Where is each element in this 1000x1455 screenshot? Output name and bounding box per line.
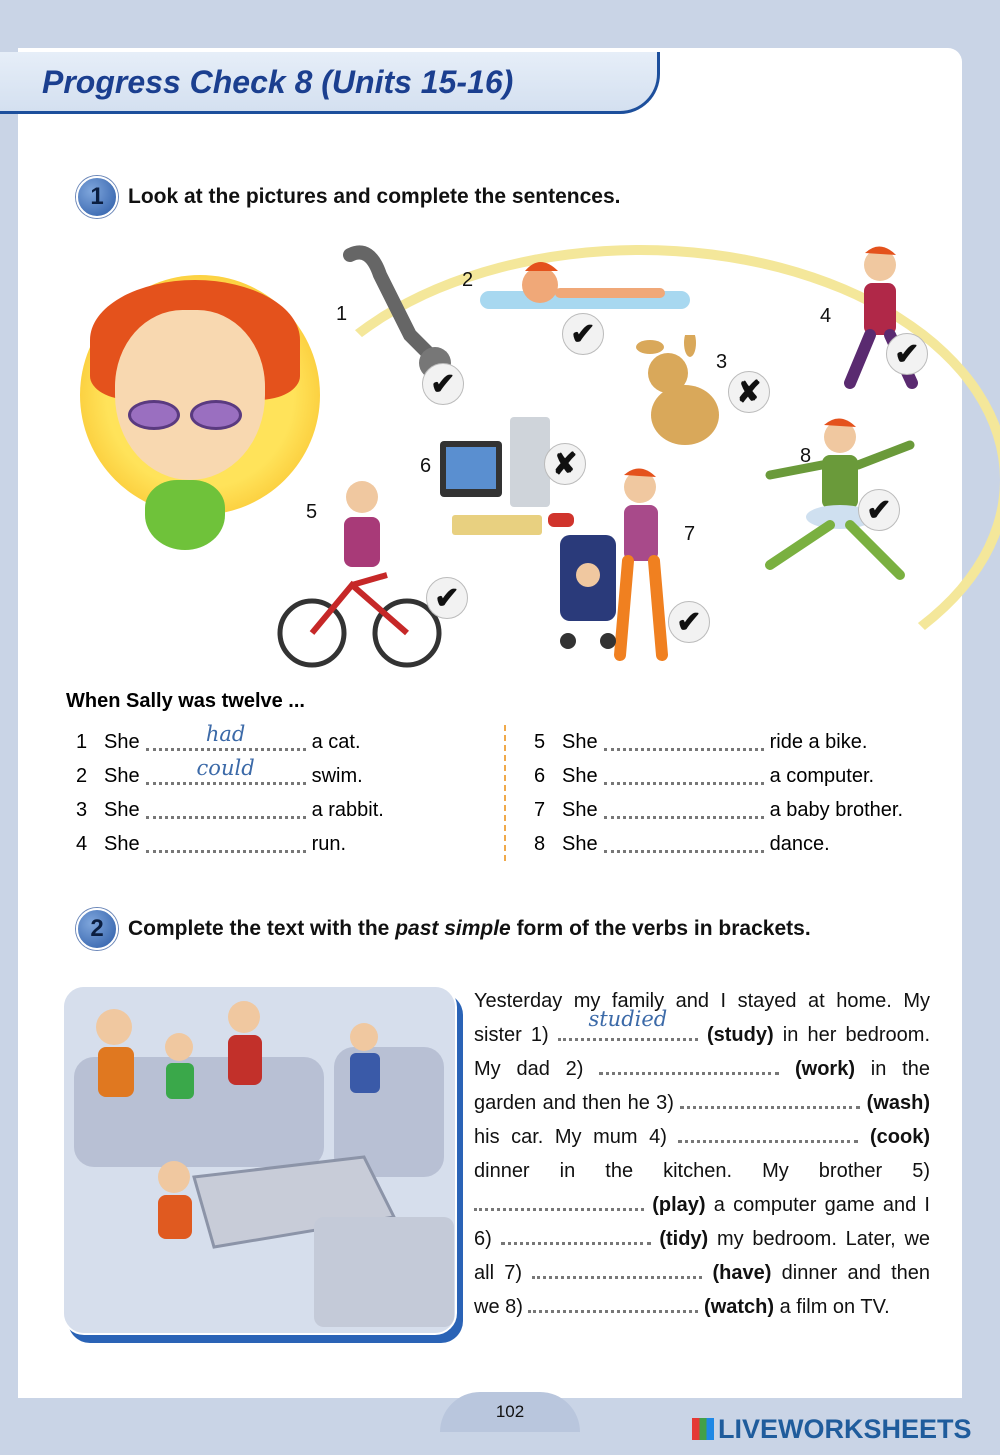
sentence-subject: She (104, 764, 140, 787)
answer-blank-6[interactable] (604, 767, 764, 785)
picture-label-6: 6 (420, 455, 432, 477)
sunglasses-icon (128, 400, 180, 430)
answer-blank-8[interactable] (604, 835, 764, 853)
verb-prompt: (play) (652, 1194, 706, 1216)
sunglasses-icon (190, 400, 242, 430)
tick-mark-1: ✔ (422, 363, 464, 405)
sentence-rest: a rabbit. (311, 798, 384, 821)
sally-face (115, 310, 265, 480)
sentences-column-left (76, 722, 384, 861)
answer-blank-7[interactable] (604, 801, 764, 819)
sentence-row (76, 827, 384, 861)
text-segment: a computer game and I 6) (474, 1194, 930, 1250)
sentence-subject: She (562, 798, 598, 821)
answer-blank-5[interactable] (604, 733, 764, 751)
sentence-subject: She (104, 832, 140, 855)
sentence-rest: dance. (769, 832, 830, 855)
baby-stroller-icon (550, 465, 680, 665)
text-segment: dinner in the kitchen. My brother 5) (474, 1160, 930, 1182)
bike-icon (272, 475, 442, 670)
sentence-row (534, 793, 903, 827)
page-title: Progress Check 8 (Units 15-16) (42, 64, 514, 100)
text-segment: in her bedroom. My dad 2) (474, 1024, 931, 1080)
brand-text: LIVEWORKSHEETS (718, 1414, 972, 1444)
exercise-2-text (474, 984, 930, 1324)
answer-text-2: could (196, 756, 255, 780)
picture-label-7: 7 (684, 523, 696, 545)
sentences-block (76, 722, 936, 865)
exercise-1-pictures (60, 225, 950, 680)
sentence-subject: She (562, 832, 598, 855)
living-room-icon (64, 987, 457, 1335)
verb-prompt: (cook) (870, 1126, 931, 1148)
sentence-number: 7 (534, 798, 546, 821)
instruction-text: form of the verbs in brackets. (510, 917, 811, 940)
verb-prompt: (study) (706, 1024, 774, 1046)
picture-label-3: 3 (716, 351, 728, 373)
text-segment: in the garden and then he 3) (474, 1058, 930, 1114)
scarf-icon (145, 480, 225, 550)
rabbit-icon (630, 335, 740, 450)
sentence-number: 5 (534, 730, 546, 753)
instruction-emphasis: past simple (395, 917, 511, 940)
sentence-row (534, 827, 903, 861)
picture-label-8: 8 (800, 445, 812, 467)
liveworksheets-logo (692, 1414, 972, 1445)
text-segment: dinner and then we 8) (474, 1262, 930, 1318)
verb-blank-5[interactable] (474, 1193, 644, 1211)
liveworksheets-icon (692, 1418, 714, 1440)
sentences-lead: When Sally was twelve ... (66, 690, 305, 712)
picture-label-5: 5 (306, 501, 318, 523)
exercise-2-instruction (128, 917, 811, 941)
answer-blank-3[interactable] (146, 801, 306, 819)
cross-mark-3: ✘ (728, 371, 770, 413)
sentence-number: 4 (76, 832, 88, 855)
verb-prompt: (watch) (704, 1296, 775, 1318)
tick-mark-7: ✔ (668, 601, 710, 643)
tick-mark-8: ✔ (858, 489, 900, 531)
sentence-row (76, 793, 384, 827)
verb-blank-1[interactable] (558, 1007, 698, 1041)
verb-prompt: (have) (712, 1262, 772, 1284)
answer-blank-1[interactable] (146, 722, 306, 751)
sentences-column-right (534, 725, 903, 861)
sentence-rest: a cat. (311, 730, 361, 753)
page-number: 102 (495, 1402, 525, 1421)
text-segment: his car. My mum 4) (474, 1126, 667, 1148)
sentence-rest: run. (311, 832, 347, 855)
runner-icon (820, 243, 930, 403)
exercise-1-instruction: Look at the pictures and complete the sentences. (128, 185, 621, 208)
sentence-row (534, 725, 903, 759)
sentence-rest: ride a bike. (769, 730, 868, 753)
text-segment: a film on TV. (779, 1296, 890, 1318)
family-living-room-illustration (62, 985, 457, 1335)
sentence-rest: a computer. (769, 764, 875, 787)
sentence-number: 8 (534, 832, 546, 855)
verb-blank-4[interactable] (678, 1125, 858, 1143)
sentence-number: 3 (76, 798, 88, 821)
verb-prompt: (tidy) (659, 1228, 709, 1250)
sentence-rest: a baby brother. (769, 798, 904, 821)
verb-blank-7[interactable] (532, 1261, 702, 1279)
sentence-row (76, 722, 384, 759)
column-divider (504, 725, 506, 861)
verb-blank-3[interactable] (680, 1091, 860, 1109)
exercise-1-number: 1 (76, 176, 118, 218)
tick-mark-4: ✔ (886, 333, 928, 375)
tick-mark-5: ✔ (426, 577, 468, 619)
tick-mark-2: ✔ (562, 313, 604, 355)
sentence-subject: She (104, 730, 140, 753)
exercise-2-number: 2 (76, 908, 118, 950)
verb-prompt: (work) (795, 1058, 855, 1080)
sentence-rest: swim. (311, 764, 363, 787)
verb-blank-8[interactable] (528, 1295, 698, 1313)
sentence-subject: She (104, 798, 140, 821)
answer-blank-4[interactable] (146, 835, 306, 853)
answer-blank-2[interactable] (146, 756, 306, 785)
picture-label-1: 1 (336, 303, 348, 325)
picture-label-4: 4 (820, 305, 832, 327)
sentence-row (534, 759, 903, 793)
picture-label-2: 2 (462, 269, 474, 291)
sentence-subject: She (562, 764, 598, 787)
verb-prompt: (wash) (866, 1092, 930, 1114)
verb-blank-6[interactable] (501, 1227, 651, 1245)
cross-mark-6: ✘ (544, 443, 586, 485)
text-segment: Yesterday my family and I stayed at home. My sister 1) (474, 990, 930, 1046)
sentence-number: 1 (76, 730, 88, 753)
sentence-subject: She (562, 730, 598, 753)
verb-answer-1: studied (588, 1007, 668, 1031)
swimmer-icon (480, 243, 690, 323)
text-segment: my bedroom. Later, we all 7) (474, 1228, 931, 1284)
sentence-row (76, 756, 384, 793)
instruction-text: Complete the text with the (128, 917, 396, 940)
sentence-number: 6 (534, 764, 546, 787)
sentence-number: 2 (76, 764, 88, 787)
answer-text-1: had (205, 722, 246, 746)
verb-blank-2[interactable] (599, 1057, 779, 1075)
